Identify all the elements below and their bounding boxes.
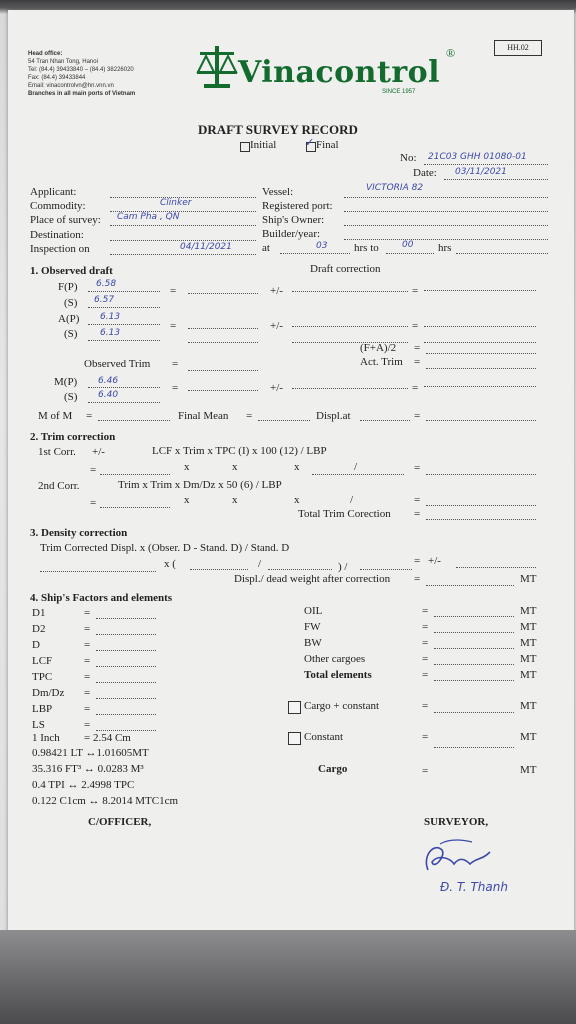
total-trim-line	[426, 519, 536, 520]
element-line	[434, 648, 514, 649]
corr1-result-line	[426, 474, 536, 475]
element-line	[434, 680, 514, 681]
draft-correction-label: Draft correction	[310, 263, 381, 275]
aux-line-1	[188, 342, 258, 343]
mofm-line	[98, 420, 170, 421]
element-label: OIL	[304, 605, 323, 617]
eq-12: =	[414, 410, 421, 422]
x-5: x	[232, 494, 238, 506]
builder-label: Builder/year:	[262, 228, 321, 240]
density-result-line	[456, 567, 536, 568]
no-line	[424, 164, 548, 165]
ms-label: (S)	[64, 391, 78, 403]
vessel-label: Vessel:	[262, 186, 294, 198]
factor-line	[96, 634, 156, 635]
pm-4: +/-	[92, 446, 105, 458]
date-label: Date:	[413, 167, 437, 179]
brand-name: Vinacontrol	[238, 55, 441, 90]
final-mean-label: Final Mean	[178, 410, 229, 422]
density-minus: /	[258, 558, 262, 570]
vessel-line	[344, 197, 548, 198]
surveyor-signature	[420, 834, 500, 878]
factor-line	[96, 666, 156, 667]
eq-18: =	[414, 555, 421, 567]
as-value: 6.13	[100, 328, 121, 338]
hrs-to-label: hrs to	[354, 242, 379, 254]
mp-label: M(P)	[54, 376, 78, 388]
fa2-line	[426, 353, 536, 354]
corr2-line	[100, 507, 170, 508]
inspection-label: Inspection on	[30, 243, 90, 255]
element-eq: =	[422, 653, 429, 665]
factor-eq: =	[84, 687, 91, 699]
density-line-4	[360, 569, 412, 570]
ap-value: 6.13	[100, 312, 121, 322]
eq-14: =	[414, 462, 421, 474]
fp-value: 6.58	[96, 279, 117, 289]
as-line	[88, 340, 160, 341]
place-value: Cam Pha , QN	[117, 212, 180, 222]
place-label: Place of survey:	[30, 214, 101, 226]
hrs-value: 00	[402, 240, 414, 250]
date-line	[444, 179, 548, 180]
factor-eq: =	[84, 655, 91, 667]
factor-eq: =	[84, 607, 91, 619]
density-formula: Trim Corrected Displ. x (Obser. D - Stand. D) / Stand. D	[40, 542, 290, 554]
commodity-value: Clinker	[160, 198, 192, 208]
initial-checkbox	[240, 142, 250, 152]
surveyor-label: SURVEYOR,	[424, 816, 489, 828]
eq-13: =	[90, 464, 97, 476]
eq-16: =	[414, 494, 421, 506]
section4-title: 4. Ship's Factors and elements	[30, 592, 173, 604]
builder-line	[344, 239, 548, 240]
factor-label: D	[32, 639, 40, 651]
at-line	[280, 253, 350, 254]
since-label: SINCE 1957	[382, 89, 416, 95]
final-mean-line	[258, 420, 310, 421]
x-4: x	[184, 494, 190, 506]
element-eq: =	[422, 669, 429, 681]
factor-label: D1	[32, 607, 46, 619]
element-label: Other cargoes	[304, 653, 366, 665]
factor-label: LCF	[32, 655, 53, 667]
vessel-value: VICTORIA 82	[366, 183, 424, 193]
constant-line	[434, 747, 514, 748]
after-correction-line	[426, 585, 514, 586]
element-eq: =	[422, 605, 429, 617]
second-corr-label: 2nd Corr.	[38, 480, 80, 492]
hrs-tail-line	[456, 253, 548, 254]
pm-5: +/-	[428, 555, 441, 567]
conversion-3: 0.4 TPI ↔ 2.4998 TPC	[32, 779, 135, 791]
element-mt: MT	[520, 653, 537, 665]
eq-2: =	[412, 285, 419, 297]
office-label: Head office:	[28, 51, 63, 57]
mt-cargo-constant: MT	[520, 700, 537, 712]
element-mt: MT	[520, 621, 537, 633]
owner-label: Ship's Owner:	[262, 214, 325, 226]
density-line-3	[268, 569, 332, 570]
a-mean-line	[188, 328, 258, 329]
office-email: Email: vinacontrolvn@hn.vnn.vn	[28, 83, 114, 89]
density-x-open: x (	[164, 558, 176, 570]
office-address: 54 Tran Nhan Tong, Hanoi	[28, 59, 98, 65]
applicant-label: Applicant:	[30, 186, 77, 198]
element-label: BW	[304, 637, 322, 649]
displ-at-label: Displ.at	[316, 410, 351, 422]
eq-17: =	[414, 508, 421, 520]
hrs-line	[386, 253, 434, 254]
final-check-mark: ✓	[305, 136, 315, 149]
date-value: 03/11/2021	[455, 167, 507, 177]
at-label: at	[262, 242, 270, 254]
corr1-mid-line	[312, 474, 404, 475]
factor-label: D2	[32, 623, 46, 635]
m-mean-line	[188, 390, 258, 391]
eq-19: =	[414, 573, 421, 585]
eq-1: =	[170, 285, 177, 297]
cargo-constant-checkbox	[288, 701, 301, 714]
after-correction-label: Displ./ dead weight after correction	[234, 573, 391, 585]
eq-5: =	[414, 342, 421, 354]
eq-7: =	[172, 358, 179, 370]
eq-9: =	[412, 382, 419, 394]
fs-label: (S)	[64, 297, 78, 309]
registered-port-line	[344, 211, 548, 212]
commodity-label: Commodity:	[30, 200, 86, 212]
element-label: FW	[304, 621, 321, 633]
factor-eq: =	[84, 671, 91, 683]
constant-checkbox	[288, 732, 301, 745]
factor-eq: =	[84, 703, 91, 715]
ms-line	[88, 402, 160, 403]
inspection-value: 04/11/2021	[180, 242, 232, 252]
no-label: No:	[400, 152, 417, 164]
eq-3: =	[170, 320, 177, 332]
aux-line-3	[424, 342, 536, 343]
first-corr-label: 1st Corr.	[38, 446, 76, 458]
section2-title: 2. Trim correction	[30, 431, 116, 443]
factor-label: LS	[32, 719, 45, 731]
element-eq: =	[422, 621, 429, 633]
trim-formula-2: Trim x Trim x Dm/Dz x 50 (6) / LBP	[118, 479, 282, 491]
act-trim-label: Act. Trim	[360, 356, 403, 368]
a-result-line	[424, 326, 536, 327]
as-label: (S)	[64, 328, 78, 340]
place-line	[110, 225, 256, 226]
cargo-constant-label: Cargo + constant	[304, 700, 380, 712]
element-mt: MT	[520, 637, 537, 649]
factor-line	[96, 618, 156, 619]
fp-line	[88, 291, 160, 292]
x-3: x	[294, 461, 300, 473]
fs-line	[88, 307, 160, 308]
x-2: x	[232, 461, 238, 473]
density-line-2	[190, 569, 248, 570]
form-code: HH.02	[494, 40, 542, 56]
factor-label: TPC	[32, 671, 53, 683]
factor-eq: =	[84, 719, 91, 731]
element-label: Total elements	[304, 669, 372, 681]
displ-at-line	[360, 420, 410, 421]
eq-4: =	[412, 320, 419, 332]
x-1: x	[184, 461, 190, 473]
density-line-1	[40, 571, 156, 572]
at-value: 03	[316, 241, 328, 251]
cargo-constant-line	[434, 712, 514, 713]
mt-1: MT	[520, 573, 537, 585]
mofm-label: M of M	[38, 410, 73, 422]
section1-title: 1. Observed draft	[30, 265, 113, 277]
eq-15: =	[90, 497, 97, 509]
conversion-1: 0.98421 LT ↔1.01605MT	[32, 747, 149, 759]
element-mt: MT	[520, 605, 537, 617]
displ-line	[426, 420, 536, 421]
trim-formula-1: LCF x Trim x TPC (I) x 100 (12) / LBP	[152, 445, 327, 457]
cargo-label: Cargo	[318, 763, 348, 775]
constant-label: Constant	[304, 731, 344, 743]
eq-8: =	[172, 382, 179, 394]
factor-line	[96, 698, 156, 699]
factor-eq: =	[84, 639, 91, 651]
office-fax: Fax: (84.4) 39433844	[28, 75, 86, 81]
fa2-label: (F+A)/2	[360, 342, 397, 354]
eq-10: =	[86, 410, 93, 422]
m-corr-line	[292, 388, 408, 389]
f-result-line	[424, 290, 536, 291]
density-close: ) /	[338, 561, 348, 573]
eq-6: =	[414, 356, 421, 368]
pm-2: +/-	[270, 320, 283, 332]
inch-label: 1 Inch	[32, 732, 60, 744]
factor-line	[96, 714, 156, 715]
observed-trim-label: Observed Trim	[84, 358, 151, 370]
registered-port-label: Registered port:	[262, 200, 333, 212]
surveyor-name: Đ. T. Thanh	[440, 880, 508, 894]
pm-1: +/-	[270, 285, 283, 297]
registered-mark: ®	[446, 46, 456, 60]
form-title: DRAFT SURVEY RECORD	[198, 122, 358, 137]
factor-line	[96, 682, 156, 683]
hrs-label: hrs	[438, 242, 452, 254]
f-corr-line	[292, 291, 408, 292]
factor-label: Dm/Dz	[32, 687, 65, 699]
element-eq: =	[422, 637, 429, 649]
element-line	[434, 616, 514, 617]
a-corr-line	[292, 326, 408, 327]
ap-line	[88, 324, 160, 325]
factor-eq: =	[84, 623, 91, 635]
factor-label: LBP	[32, 703, 53, 715]
section3-title: 3. Density correction	[30, 527, 128, 539]
branches-note: Branches in all main ports of Vietnam	[28, 91, 136, 97]
ap-label: A(P)	[58, 313, 80, 325]
x-6: x	[294, 494, 300, 506]
element-line	[434, 664, 514, 665]
slash-1: /	[354, 461, 358, 473]
slash-2: /	[350, 494, 354, 506]
fp-label: F(P)	[58, 281, 78, 293]
act-trim-line	[426, 368, 536, 369]
officer-label: C/OFFICER,	[88, 816, 152, 828]
mp-line	[88, 387, 160, 388]
eq-20: =	[422, 700, 429, 712]
corr2-result-line	[426, 505, 536, 506]
mt-cargo: MT	[520, 764, 537, 776]
total-trim-label: Total Trim Corection	[298, 508, 391, 520]
corr1-line	[100, 474, 170, 475]
inch-value: = 2.54 Cm	[84, 732, 131, 744]
table-surface	[0, 930, 576, 1024]
pm-3: +/-	[270, 382, 283, 394]
eq-22: =	[422, 765, 429, 777]
element-line	[434, 632, 514, 633]
conversion-4: 0.122 C1cm ↔ 8.2014 MTC1cm	[32, 795, 179, 807]
obs-trim-line	[188, 370, 258, 371]
element-mt: MT	[520, 669, 537, 681]
eq-11: =	[246, 410, 253, 422]
scales-logo-icon	[196, 44, 238, 90]
f-mean-line	[188, 293, 258, 294]
no-value: 21C03 GHH 01080-01	[428, 152, 527, 162]
factor-line	[96, 730, 156, 731]
destination-label: Destination:	[30, 229, 84, 241]
inspection-line	[110, 254, 256, 255]
m-result-line	[424, 386, 536, 387]
initial-label: Initial	[250, 139, 277, 151]
eq-21: =	[422, 731, 429, 743]
conversion-2: 35.316 FT³ ↔ 0.0283 M³	[32, 763, 144, 775]
destination-line	[110, 240, 256, 241]
owner-line	[344, 225, 548, 226]
mp-value: 6.46	[98, 376, 119, 386]
ms-value: 6.40	[98, 390, 119, 400]
office-tel: Tel: (84.4) 39433840 – (84.4) 38226020	[28, 67, 134, 73]
mt-constant: MT	[520, 731, 537, 743]
factor-line	[96, 650, 156, 651]
final-label: Final	[316, 139, 339, 151]
fs-value: 6.57	[94, 295, 115, 305]
